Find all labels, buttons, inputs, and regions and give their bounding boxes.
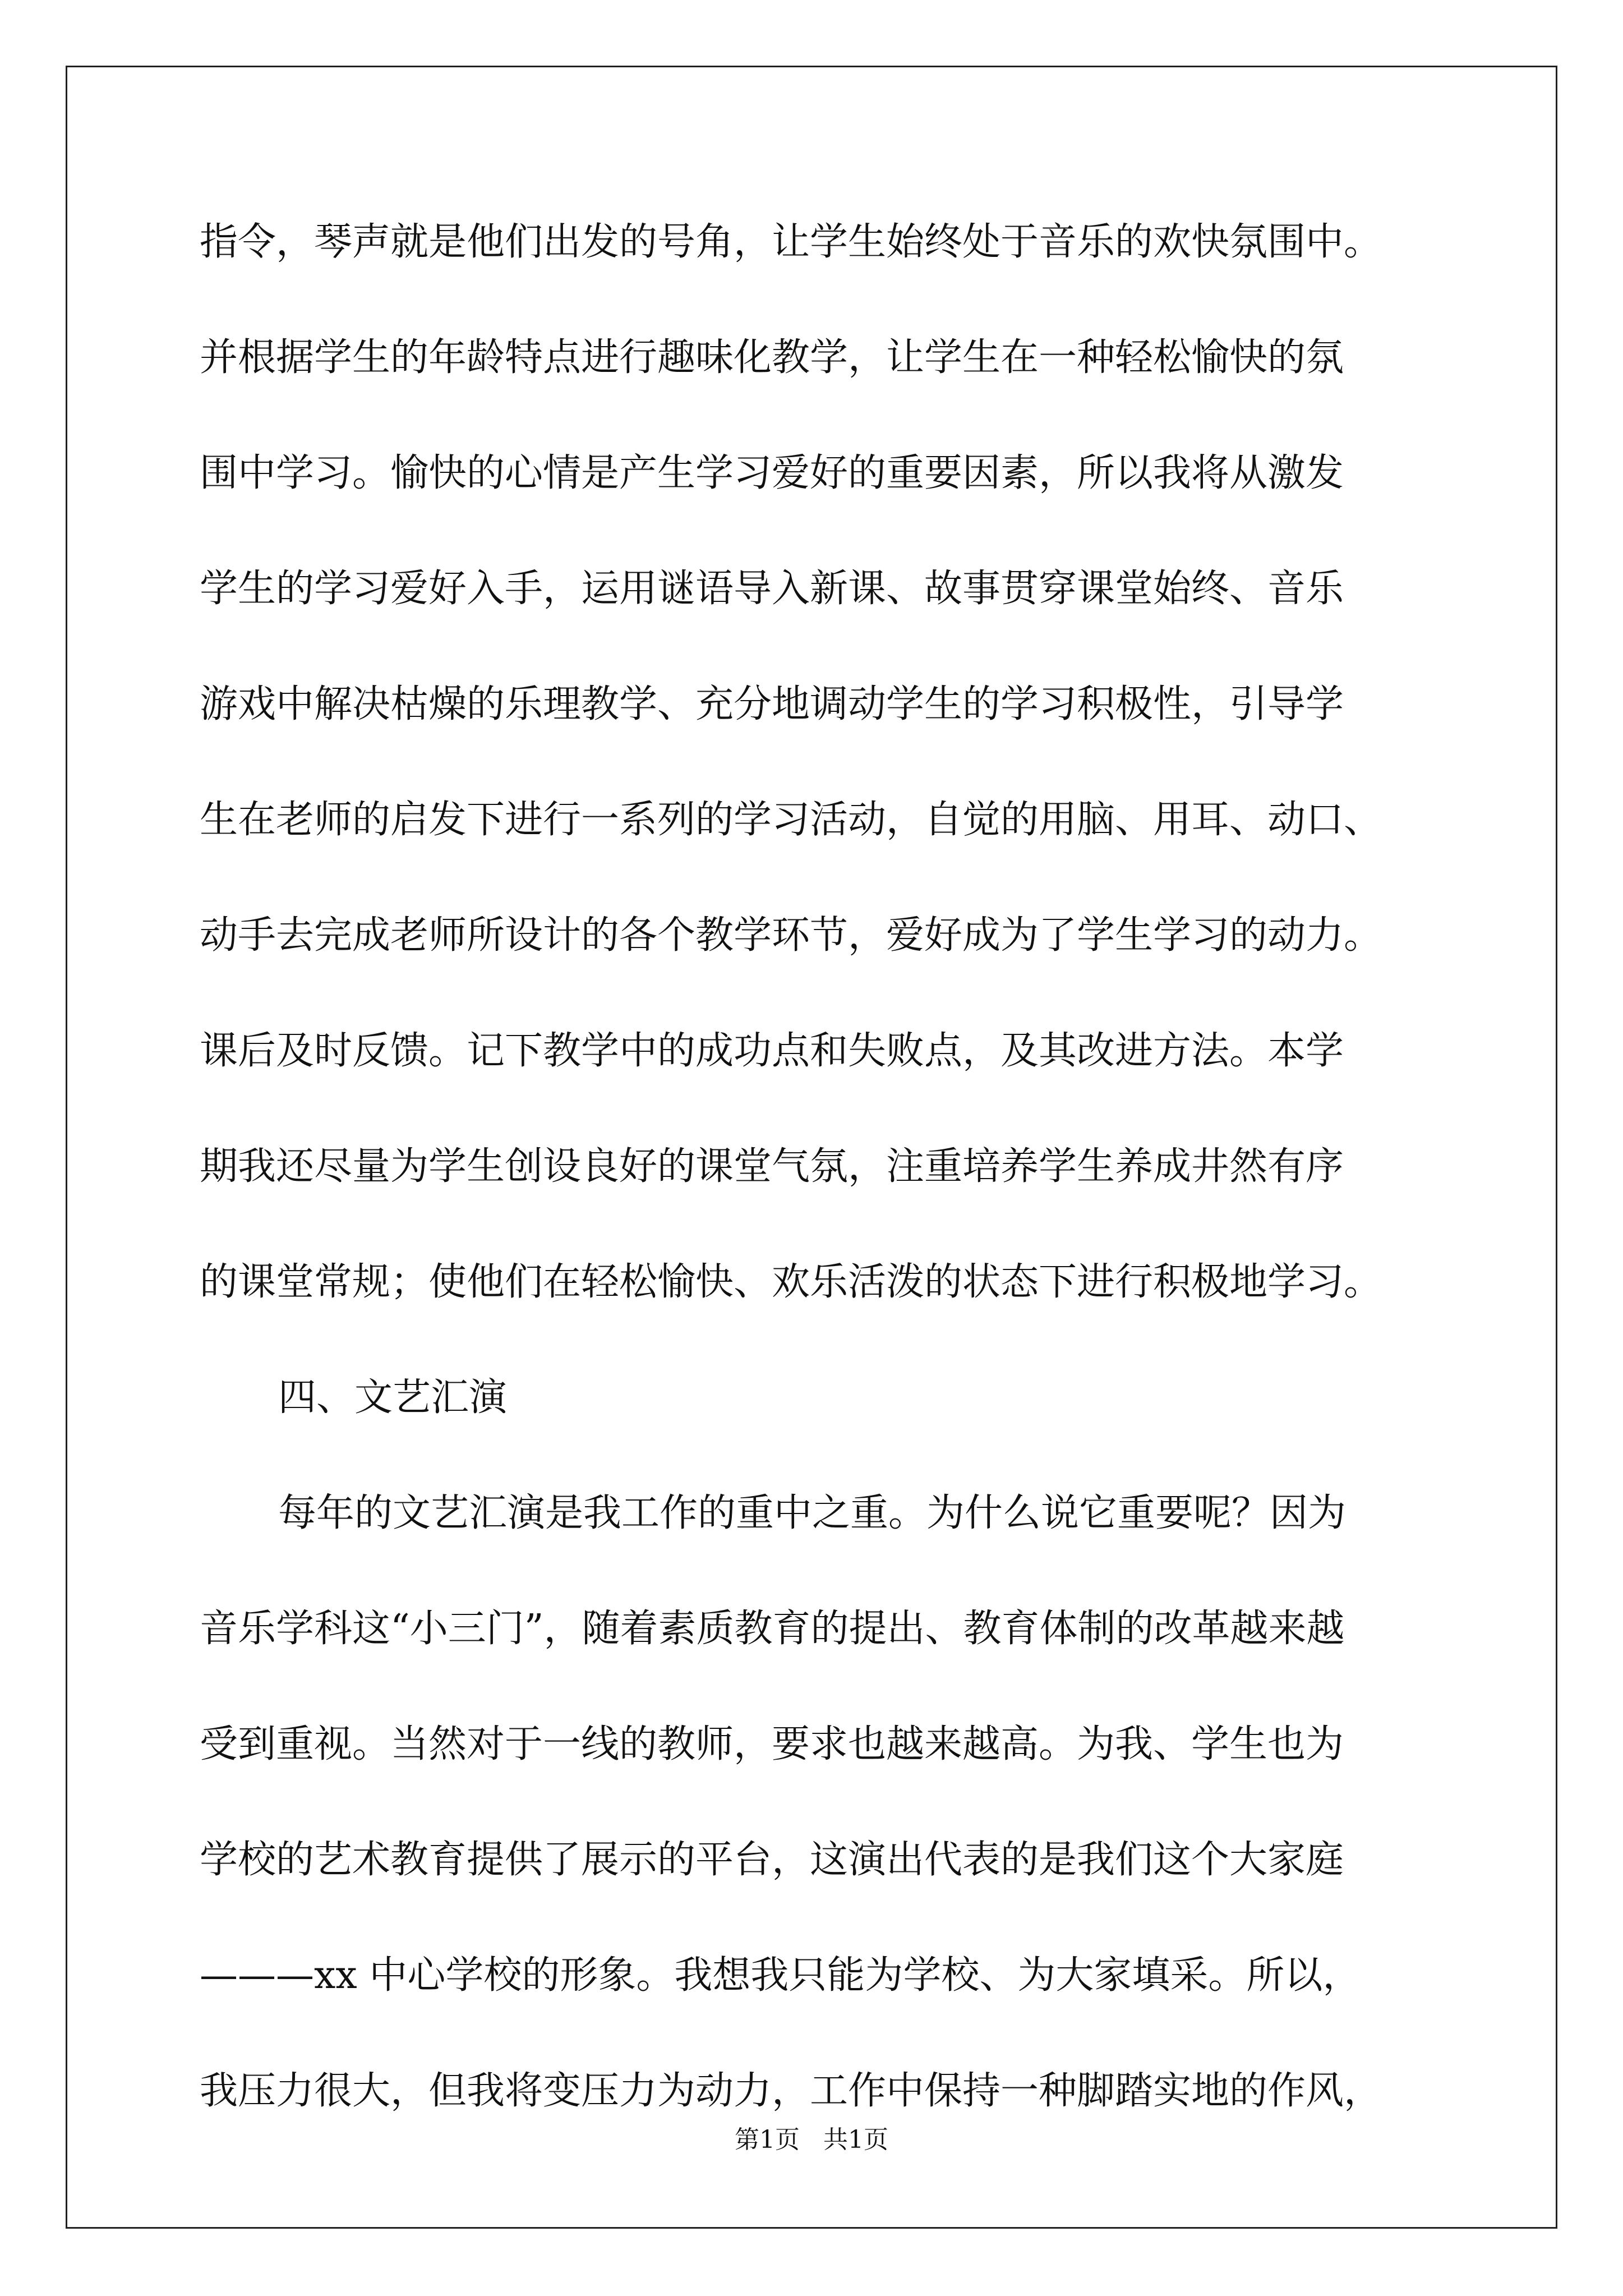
paragraph-line: 指令，琴声就是他们出发的号角，让学生始终处于音乐的欢快氛围中。	[200, 220, 1382, 264]
paragraph-line: 游戏中解决枯燥的乐理教学、充分地调动学生的学习积极性，引导学	[200, 682, 1344, 726]
section-heading: 四、文艺汇演	[278, 1375, 508, 1420]
page-footer	[0, 2123, 1623, 2157]
paragraph-line: 动手去完成老师所设计的各个教学环节，爱好成为了学生学习的动力。	[200, 913, 1382, 958]
paragraph-line: 并根据学生的年龄特点进行趣味化教学，让学生在一种轻松愉快的氛	[200, 335, 1344, 380]
paragraph-line: 学校的艺术教育提供了展示的平台，这演出代表的是我们这个大家庭	[200, 1838, 1344, 1882]
paragraph-line: 受到重视。当然对于一线的教师，要求也越来越高。为我、学生也为	[200, 1722, 1344, 1766]
paragraph-line: 音乐学科这“小三门”，随着素质教育的提出、教育体制的改革越来越	[200, 1607, 1345, 1651]
paragraph-line: 学生的学习爱好入手，运用谜语导入新课、故事贯穿课堂始终、音乐	[200, 567, 1344, 611]
page-number-current: 第1页	[735, 2125, 800, 2154]
paragraph-line: 围中学习。愉快的心情是产生学习爱好的重要因素，所以我将从激发	[200, 451, 1344, 495]
paragraph-line: 的课堂常规；使他们在轻松愉快、欢乐活泼的状态下进行积极地学习。	[200, 1260, 1382, 1304]
paragraph-line: ———xx 中心学校的形象。我想我只能为学校、为大家填采。所以，	[200, 1953, 1361, 1998]
paragraph-line: 期我还尽量为学生创设良好的课堂气氛，注重培养学生养成井然有序	[200, 1144, 1344, 1189]
page-number-total: 共1页	[823, 2125, 888, 2154]
paragraph-line: 生在老师的启发下进行一系列的学习活动，自觉的用脑、用耳、动口、	[200, 798, 1382, 842]
paragraph-line: 每年的文艺汇演是我工作的重中之重。为什么说它重要呢？因为	[278, 1491, 1347, 1535]
paragraph-line: 我压力很大，但我将变压力为动力，工作中保持一种脚踏实地的作风，	[200, 2069, 1382, 2113]
paragraph-line: 课后及时反馈。记下教学中的成功点和失败点，及其改进方法。本学	[200, 1029, 1344, 1073]
